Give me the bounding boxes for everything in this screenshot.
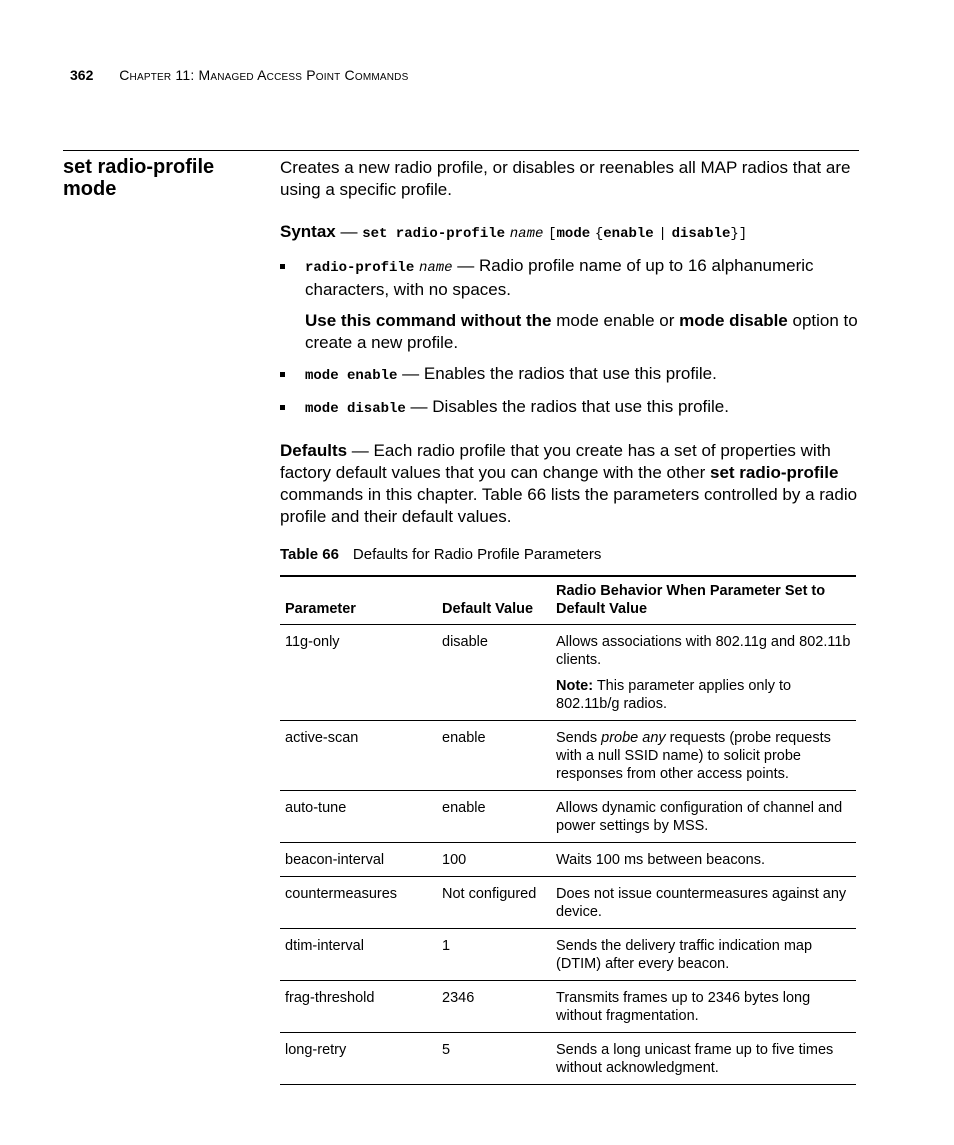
table-number: Table 66: [280, 546, 339, 563]
defaults-text-2: commands in this chapter. Table 66 lists the parameters controlled by a radio profile and their default values.: [280, 485, 858, 526]
syntax-mode: mode: [556, 226, 591, 242]
cell-behavior: [551, 721, 856, 791]
cell-default: Not configured: [442, 886, 537, 902]
table-row: [280, 721, 856, 791]
cell-behavior: Sends a long unicast frame up to five times without acknowledgment.: [556, 1042, 834, 1076]
cell-default: 100: [442, 852, 467, 868]
usage-bold-2: mode disable: [679, 311, 788, 330]
table-row: [280, 791, 856, 843]
defaults-bold: set radio-profile: [710, 463, 839, 482]
behavior-pre: Sends: [556, 730, 602, 746]
cell-behavior: Waits 100 ms between beacons.: [556, 852, 766, 868]
usage-note: [305, 310, 860, 354]
usage-bold-1: Use this command without the: [305, 311, 552, 330]
table-header-row: [280, 576, 856, 625]
table-row: [280, 625, 856, 721]
syntax-arg: name: [509, 226, 544, 242]
cell-default: disable: [442, 634, 488, 650]
cell-parameter: dtim-interval: [285, 938, 364, 954]
cell-parameter: long-retry: [285, 1042, 347, 1058]
syntax-label: Syntax: [280, 222, 336, 241]
bullet-code: radio-profile: [305, 260, 415, 276]
list-item: [280, 255, 860, 301]
header-default-value: Default Value: [442, 601, 534, 617]
cell-default: 5: [442, 1042, 451, 1058]
cell-default: enable: [442, 800, 486, 816]
defaults-paragraph: [280, 440, 860, 528]
bullet-text: — Radio profile name of up to 16 alphanumeric characters, with no spaces.: [305, 256, 814, 299]
chapter-title: Chapter 11: Managed Access Point Commands: [119, 67, 409, 83]
syntax-bracket: [: [548, 226, 557, 242]
bullet-text: — Disables the radios that use this profile.: [405, 397, 729, 416]
bullet-code: mode enable: [305, 368, 398, 384]
syntax-brace: {: [594, 226, 604, 242]
cell-behavior: Allows dynamic configuration of channel and power settings by MSS.: [556, 800, 843, 834]
page-header: [70, 67, 408, 83]
table-row: [280, 877, 856, 929]
bullet-text: — Enables the radios that use this profile.: [397, 364, 717, 383]
cell-behavior: Transmits frames up to 2346 bytes long without fragmentation.: [556, 990, 811, 1024]
cell-behavior: Sends the delivery traffic indication map (DTIM) after every beacon.: [556, 938, 813, 972]
header-radio-behavior: Radio Behavior When Parameter Set to Default Value: [556, 583, 826, 617]
usage-plain-1: mode enable or: [551, 311, 680, 330]
cell-behavior: [551, 625, 856, 721]
argument-list-2: [280, 363, 860, 420]
cell-parameter: active-scan: [285, 730, 359, 746]
cell-default: 2346: [442, 990, 475, 1006]
cell-parameter: frag-threshold: [285, 990, 375, 1006]
cell-parameter: countermeasures: [285, 886, 398, 902]
defaults-label: Defaults: [280, 441, 348, 460]
section-rule: [63, 150, 859, 151]
bullet-code: mode disable: [305, 401, 406, 417]
syntax-dash: —: [335, 222, 363, 241]
syntax-command: set radio-profile: [362, 226, 506, 242]
syntax-line: [280, 221, 860, 245]
argument-list: [280, 255, 860, 301]
section-title: set radio-profile mode: [63, 156, 215, 200]
defaults-text-1: — Each radio profile that you create has a set of properties with factory default values that you can change with the other: [280, 441, 831, 482]
cell-parameter: auto-tune: [285, 800, 347, 816]
cell-parameter: beacon-interval: [285, 852, 385, 868]
behavior-text: Allows associations with 802.11g and 802.11b clients.: [556, 634, 851, 668]
intro-paragraph: Creates a new radio profile, or disables or reenables all MAP radios that are using a specific profile.: [280, 158, 851, 199]
behavior-post: requests (probe requests with a null SSID name) to solicit probe responses from other access points.: [556, 730, 831, 782]
table-title: Defaults for Radio Profile Parameters: [352, 546, 602, 563]
header-parameter: Parameter: [285, 601, 356, 617]
note-text: This parameter applies only to 802.11b/g radios.: [556, 678, 792, 712]
cell-default: enable: [442, 730, 486, 746]
list-item: [280, 363, 860, 387]
table-row: [280, 929, 856, 981]
table-row: [280, 1033, 856, 1085]
parameters-table: [280, 575, 856, 1085]
cell-behavior: Does not issue countermeasures against any device.: [556, 886, 847, 920]
syntax-enable: enable: [603, 226, 654, 242]
behavior-note: [556, 677, 851, 713]
main-content: [280, 157, 860, 528]
syntax-close: }]: [730, 226, 748, 242]
usage-plain-2: option to create a new profile.: [305, 311, 858, 352]
note-label: Note:: [556, 678, 594, 694]
bullet-arg: name: [418, 260, 453, 276]
table-row: [280, 981, 856, 1033]
table-caption: [280, 546, 601, 563]
syntax-disable: disable: [671, 226, 731, 242]
cell-default: 1: [442, 938, 451, 954]
cell-parameter: 11g-only: [285, 634, 340, 650]
table-row: [280, 843, 856, 877]
behavior-emphasis: probe any: [601, 730, 666, 746]
list-item: [280, 396, 860, 420]
syntax-pipe: |: [658, 226, 667, 242]
page-number: 362: [70, 67, 94, 83]
